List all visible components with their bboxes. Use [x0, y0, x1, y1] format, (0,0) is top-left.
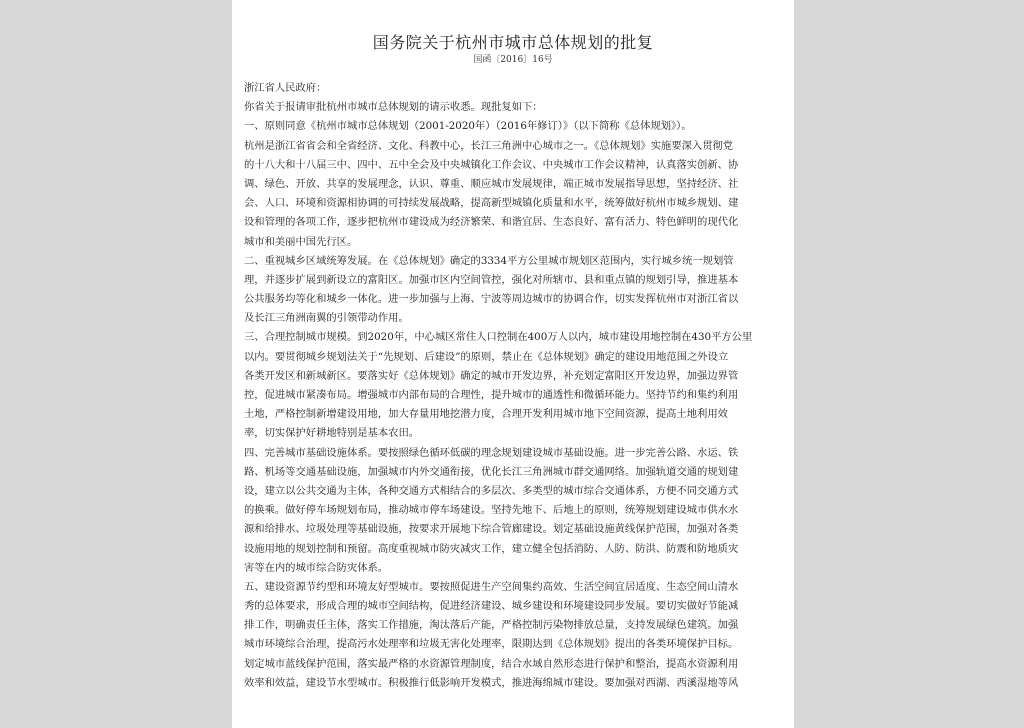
- document-page: [232, 0, 794, 728]
- body-line: 设施用地的规划控制和预留。高度重视城市防灾减灾工作，建立健全包括消防、人防、防洪、防震和防地质灾: [244, 542, 739, 555]
- body-line: 率，切实保护好耕地特别是基本农田。: [244, 427, 420, 440]
- body-line: 城市和美丽中国先行区。: [244, 235, 358, 248]
- body-line: 效率和效益，建设节水型城市。积极推行低影响开发模式，推进海绵城市建设。要加强对西湖、西溪湿地等风: [244, 676, 739, 689]
- body-line: 四、完善城市基础设施体系。要按照绿色循环低碳的理念规划建设城市基础设施。进一步完善公路、水运、铁: [244, 446, 739, 459]
- body-line: 城市环境综合治理，提高污水处理率和垃圾无害化处理率，限期达到《总体规划》提出的各类环境保护目标。: [244, 638, 739, 651]
- body-line: 二、重视城乡区域统筹发展。在《总体规划》确定的3334平方公里城市规划区范围内，实行城乡统一规划管: [244, 254, 734, 267]
- document-title: 国务院关于杭州市城市总体规划的批复: [372, 33, 654, 52]
- body-line: 设，建立以公共交通为主体，各种交通方式相结合的多层次、多类型的城市综合交通体系，方便不同交通方式: [244, 484, 739, 497]
- document-number: 国函〔2016〕16号: [473, 55, 553, 65]
- body-line: 源和给排水、垃圾处理等基础设施，按要求开展地下综合管廊建设。划定基础设施黄线保护范围，加强对各类: [244, 523, 739, 536]
- body-line: 一、原则同意《杭州市城市总体规划（2001-2020年）（2016年修订）》（以下简称《总体规划》）。: [244, 120, 692, 133]
- body-line: 公共服务均等化和城乡一体化。进一步加强与上海、宁波等周边城市的协调合作，切实发挥杭州市对浙江省以: [244, 293, 739, 306]
- body-line: 路、机场等交通基础设施，加强城市内外交通衔接，优化长江三角洲城市群交通网络。加强轨道交通的规划建: [244, 465, 739, 478]
- body-line: 调、绿色、开放、共享的发展理念，认识、尊重、顺应城市发展规律，端正城市发展指导思想，坚持经济、社: [244, 177, 739, 190]
- body-line: 杭州是浙江省省会和全省经济、文化、科教中心，长江三角洲中心城市之一。《总体规划》实施要深入贯彻党: [244, 139, 734, 152]
- body-line: 害等在内的城市综合防灾体系。: [244, 561, 389, 574]
- body-line: 各类开发区和新城新区。要落实好《总体规划》确定的城市开发边界，补充划定富阳区开发边界，加强边界管: [244, 369, 739, 382]
- body-line: 理，并逐步扩展到新设立的富阳区。加强市区内空间管控，强化对所辖市、县和重点镇的规划引导，推进基本: [244, 273, 739, 286]
- body-line: 浙江省人民政府：: [244, 82, 327, 94]
- body-line: 土地，严格控制新增建设用地，加大存量用地挖潜力度，合理开发利用城市地下空间资源，提高土地利用效: [244, 408, 728, 421]
- body-line: 以内。要贯彻城乡规划法关于“先规划、后建设”的原则，禁止在《总体规划》确定的建设用地范围之外设立: [244, 350, 729, 363]
- document-body: [244, 79, 780, 693]
- body-line: 及长江三角洲南翼的引领带动作用。: [244, 312, 409, 325]
- body-line: 会、人口、环境和资源相协调的可持续发展战略，提高新型城镇化质量和水平，统筹做好杭州市城乡规划、建: [244, 197, 739, 210]
- body-line: 五、建设资源节约型和环境友好型城市。要按照促进生产空间集约高效、生活空间宜居适度、生态空间山清水: [244, 580, 739, 593]
- body-line: 你省关于报请审批杭州市城市总体规划的请示收悉。现批复如下：: [244, 101, 543, 114]
- body-line: 三、合理控制城市规模。到2020年，中心城区常住人口控制在400万人以内，城市建设用地控制在430平方公里: [244, 331, 753, 344]
- body-line: 控，促进城市紧凑布局。增强城市内部布局的合理性，提升城市的通透性和微循环能力。坚持节约和集约利用: [244, 389, 739, 401]
- body-line: 的十八大和十八届三中、四中、五中全会及中央城镇化工作会议、中央城市工作会议精神，认真落实创新、协: [244, 158, 739, 171]
- body-line: 的换乘。做好停车场规划布局，推动城市停车场建设。坚持先地下、后地上的原则，统筹规划建设城市供水水: [244, 504, 739, 517]
- body-line: 设和管理的各项工作，逐步把杭州市建设成为经济繁荣、和谐宜居、生态良好、富有活力、特色鲜明的现代化: [244, 216, 739, 229]
- body-line: 排工作，明确责任主体，落实工作措施，淘汰落后产能，严格控制污染物排放总量，支持发展绿色建筑。加强: [244, 619, 739, 632]
- body-line: 划定城市蓝线保护范围，落实最严格的水资源管理制度，结合水域自然形态进行保护和整治，提高水资源利用: [244, 657, 739, 670]
- body-line: 秀的总体要求，形成合理的城市空间结构，促进经济建设、城乡建设和环境建设同步发展。要切实做好节能减: [244, 600, 739, 613]
